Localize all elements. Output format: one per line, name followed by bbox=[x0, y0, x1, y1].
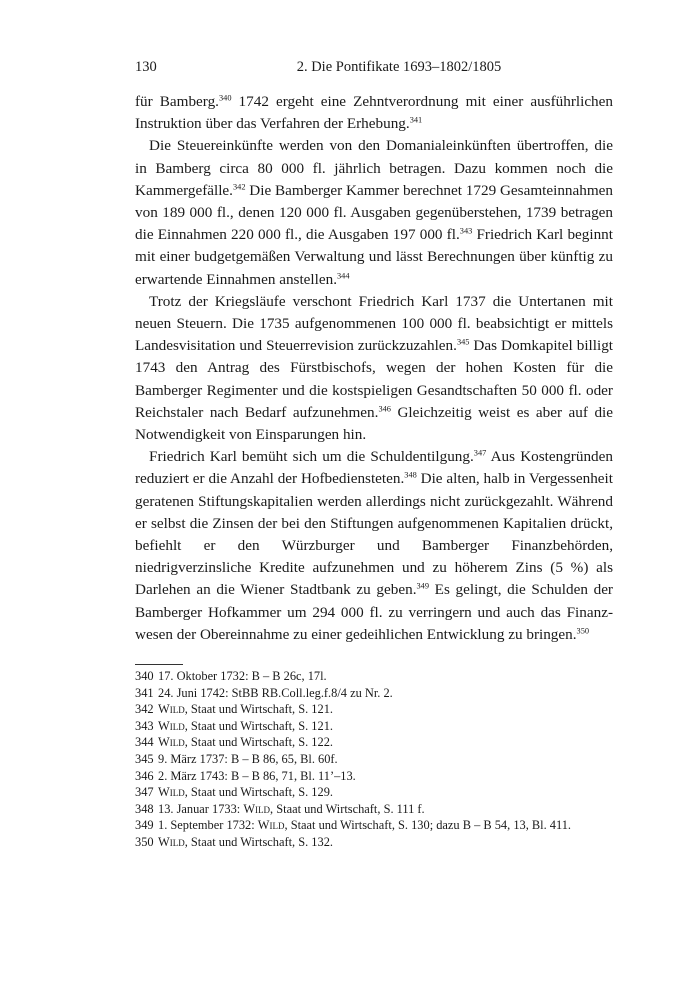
paragraph bbox=[135, 91, 613, 135]
footnote-reference: 341 bbox=[409, 115, 423, 125]
footnote-number: 346 bbox=[135, 768, 154, 783]
footnote-number: 349 bbox=[135, 818, 154, 833]
footnote-number: 341 bbox=[135, 685, 154, 700]
footnote-text: 24. Juni 1742: StBB RB.Coll.leg.f.8/4 zu Nr. 2. bbox=[158, 685, 393, 700]
footnote bbox=[135, 817, 613, 834]
text-run: Aus Kostengründen reduziert er die Anzahl der Hofbediensteten. bbox=[135, 448, 613, 488]
footnote-reference: 346 bbox=[378, 404, 391, 414]
footnote-reference: 349 bbox=[416, 582, 430, 592]
footnote-number: 343 bbox=[135, 718, 154, 733]
footnote-text: Wild, Staat und Wirtschaft, S. 122. bbox=[158, 735, 333, 750]
footnote bbox=[135, 685, 613, 702]
footnote bbox=[135, 668, 613, 685]
footnote-text: Wild, Staat und Wirtschaft, S. 132. bbox=[158, 834, 333, 849]
footnote-text: 17. Oktober 1732: B – B 26c, 17l. bbox=[158, 669, 327, 683]
footnote-text: Wild, Staat und Wirtschaft, S. 129. bbox=[158, 785, 333, 800]
running-title: 2. Die Pontifikate 1693–1802/1805 bbox=[296, 59, 502, 75]
footnote bbox=[135, 801, 613, 818]
footnote bbox=[135, 834, 613, 851]
text-run: Gleichzeitig weist es aber auf die Notwendigkeit von Einsparungen hin. bbox=[135, 403, 614, 444]
footnote-number: 344 bbox=[135, 735, 154, 750]
footnote bbox=[135, 784, 613, 801]
footnote bbox=[135, 734, 613, 751]
footnote-text: 13. Januar 1733: Wild, Staat und Wirtschaft, S. 111 f. bbox=[158, 801, 425, 816]
footnote-reference: 345 bbox=[456, 337, 470, 347]
footnote-reference: 344 bbox=[337, 271, 350, 281]
main-text bbox=[135, 91, 613, 646]
footnote-text: Wild, Staat und Wirtschaft, S. 121. bbox=[158, 702, 333, 717]
text-run: Trotz der Kriegsläufe verschont Friedrich Karl 1737 die Untertanen mit neuen Steuern. Die 1735 aufgenommenen 100 000 fl. beabsichtigt er mittels Landesvisitation und Steuerrevision zurückzuzahlen. bbox=[135, 292, 613, 355]
page-header bbox=[135, 59, 613, 79]
text-run: Die Steuereinkünfte werden von den Domanialeinkünften übertroffen, die in Bamberg circa 80 000 fl. jährlich betragen. Dazu kommen noch die Kammergefälle. bbox=[135, 137, 613, 199]
text-run: Friedrich Karl bemüht sich um die Schuldentilgung. bbox=[149, 448, 474, 466]
footnote bbox=[135, 751, 613, 768]
footnote-number: 348 bbox=[135, 801, 154, 816]
paragraph bbox=[135, 446, 613, 646]
footnote-text: Wild, Staat und Wirtschaft, S. 121. bbox=[158, 718, 333, 733]
text-run: für Bamberg. bbox=[135, 93, 219, 110]
text-run: 1742 ergeht eine Zehntverordnung mit einer ausführlichen Instruktion über das Verfahren der Erhebung. bbox=[135, 93, 613, 133]
footnote-divider bbox=[135, 664, 183, 665]
footnote bbox=[135, 768, 613, 785]
footnote-number: 340 bbox=[135, 669, 154, 683]
text-run: Die alten, halb in Vergessenheit geratenen Stiftungskapitalien werden allerdings nicht zurückgezahlt. Während er selbst die Zinsen der bei den Stiftungen aufgenommenen Kapitalien drückt, befiehlt er den Würzburger und Bamberger Finanzbehörden, niedrigverzinsliche Kredite aufzunehmen und zu höherem Zins (5 %) als Darlehen an die Wiener Stadtbank zu geben. bbox=[135, 470, 613, 599]
footnote-reference: 340 bbox=[218, 93, 232, 103]
footnote-reference: 342 bbox=[232, 182, 246, 192]
footnote-number: 342 bbox=[135, 702, 154, 717]
footnote bbox=[135, 718, 613, 735]
page-number: 130 bbox=[135, 59, 157, 75]
footnote-number: 350 bbox=[135, 834, 154, 849]
text-run: Friedrich Karl beginnt mit einer budgetgemäßen Verwaltung und lässt Berechnungen über künftig zu erwartende Einnahmen anstellen. bbox=[135, 226, 613, 288]
text-run: Die Bamberger Kammer berechnet 1729 Gesamteinnahmen von 189 000 fl., denen 120 000 fl. Ausgaben gegenüberstehen, 1739 betragen die Einnahmen 220 000 fl., die Ausgaben 197 000 fl. bbox=[135, 181, 613, 244]
footnote-text: 9. März 1737: B – B 86, 65, Bl. 60f. bbox=[158, 751, 338, 766]
footnote-text: 2. März 1743: B – B 86, 71, Bl. 11’–13. bbox=[158, 768, 356, 783]
footnote-text: 1. September 1732: Wild, Staat und Wirtschaft, S. 130; dazu B – B 54, 13, Bl. 411. bbox=[158, 818, 572, 833]
footnote bbox=[135, 701, 613, 718]
footnote-reference: 348 bbox=[404, 471, 417, 481]
paragraph bbox=[135, 135, 613, 290]
footnotes bbox=[135, 668, 613, 851]
footnote-reference: 347 bbox=[473, 448, 487, 458]
footnote-number: 345 bbox=[135, 751, 154, 766]
text-run: Das Domkapitel billigt 1743 den Antrag des Fürstbischofs, wegen der hohen Kosten für die Bamberger Regimenter und die kostspieligen Gesandtschaften 50 000 fl. oder Reichstaler nach Bedarf aufzunehmen. bbox=[135, 337, 614, 421]
footnote-reference: 350 bbox=[576, 626, 590, 636]
footnote-number: 347 bbox=[135, 785, 154, 800]
footnote-reference: 343 bbox=[459, 226, 473, 236]
text-run: Es gelingt, die Schulden der Bamberger Hofkammer um 294 000 fl. zu verringern und auch das Finanzwesen der Obereinnahme zu einer gedeihlichen Entwicklung zu bringen. bbox=[135, 581, 613, 643]
paragraph bbox=[135, 291, 613, 446]
